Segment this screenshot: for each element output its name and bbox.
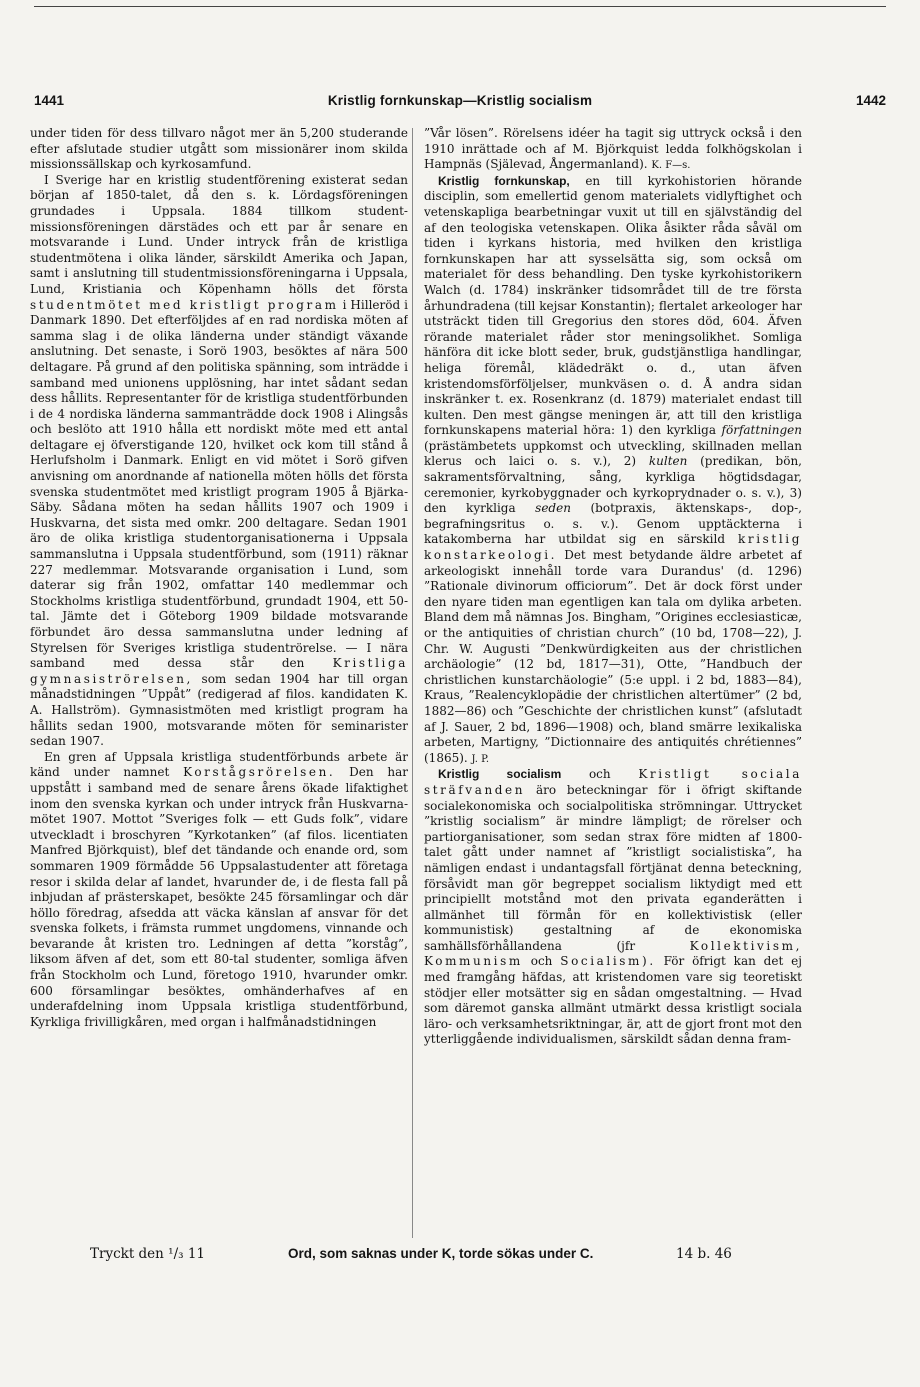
text: I Sverige har en kristlig studentförening existerat sedan början af 1850-talet, då den s. k. Lördagsföreningen grundades i Uppsala. 1884 tillkom student-missionsföreningen därstädes och ett par år senare en motsvarande i Lund. Under intryck från de kristliga studentmötena i olika länder, särskildt Amerika och Japan, samt i anslutning till studentmissionsföreningarna i Uppsala, Lund, Kristiania och Köpenhamn hölls det första (30, 172, 408, 296)
text: (botpraxis, äktenskaps-, dop-, begrafningsritus o. s. v.). Genom upptäckterna i katakomberna har utbildat sig en särskild (424, 501, 802, 547)
spaced-term: Korstågsrörelsen. (183, 765, 336, 780)
text: en till kyrkohistorien hörande disciplin, som emellertid genom materialets vidlyftighet och vetenskapliga bearbetningar vuxit ut till en självständig del af den teologiska vetenskapen. Olika åsikter råda såväl om tiden i kyrkans historia, med hvilken den kristliga fornkunskapen har att sysselsätta sig, som också om materialet för dess behandling. Den tyske kyrkohistorikern Walch (d. 1784) inskränker tidsområdet till de tre första århundradena (till kejsar Konstantin); flertalet arkeologer har utsträckt tiden till Gregorius den stores död, 604. Äfven rörande materialet råder stor meningsolikhet. Somliga hänföra dit icke blott seder, bruk, gudstjänstliga handlingar, heliga föremål, klädedräkt o. d., utan äfven kristendomsförföljelser, munkväsen o. d. Å andra sidan inskränker t. ex. Rosenkranz (d. 1879) materialet endast till kulten. Den mest gängse meningen är, att till den kristliga fornkunskapens material höra: 1) den kyrkliga (424, 173, 802, 438)
author-signature: K. F—s. (651, 160, 691, 172)
spaced-term: Kristligt sociala sträfvanden (424, 767, 802, 797)
italic-term: författningen (721, 423, 802, 438)
spaced-term: kristlig konstarkeologi. (424, 532, 802, 563)
spaced-term: Kristliga gymnasiströrelsen, (30, 656, 408, 686)
italic-term: seden (535, 501, 571, 516)
left-column (30, 126, 408, 1243)
column-divider (412, 128, 413, 1238)
entry-kristlig-fornkunskap (424, 174, 802, 768)
text: äro beteckningar för i öfrigt skiftande socialekonomiska och socialpolitiska strömningar. Uttrycket ”kristlig socialism” är mindre lämpligt; de rörelser och partiorganisationer, som sedan strax före midten af 1800-talet gått under namnet af ”kristligt socialistiska”, ha nämligen endast i undantagsfall förtjänat denna beteckning, försåvidt man gör begreppet socialism liktydigt med ett principiellt motstånd mot den privata eganderätten i allmänhet till förmån för en kollektivistisk (eller kommunistisk) gestaltning af de ekonomiska samhällsförhållandena (jfr (424, 782, 802, 953)
text: Det mest betydande äldre arbetet af arkeologiskt innehåll torde vara Durandus' (d. 1296) ”Rationale divinorum officiorum”. Det är dock först under den nyare tiden man egentligen kan tala om dylika arbeten. Bland dem må nämnas Jos. Bingham, ”Origines ecclesiasticæ, or the antiquities of christian church” (10 bd, 1708—22), J. Chr. W. Augusti ”Denkwürdigkeiten aus der christlichen archäologie” (12 bd, 1817—31), Otte, ”Handbuch der christlichen kunstarchäologie” (5:e uppl. i 2 bd, 1883—84), Kraus, ”Realencyklopädie der christlichen altertümer” (2 bd, 1882—86) och ”Geschichte der christlichen kunst” (afslutadt af J. Sauer, 2 bd, 1896—1908) och, bland smärre lexikaliska arbeten, Martigny, ”Dictionnaire des antiquités chrétiennes” (1865). (424, 548, 802, 765)
page-header (34, 93, 886, 115)
paragraph (424, 126, 802, 174)
page-footer (40, 1246, 840, 1268)
text: som sedan 1904 har till organ månadstidningen ”Uppåt” (redigerad af filos. kandidaten K. A. Hallström). Gymnasistmöten med kristligt program ha hållits sedan 1900, motsvarande möten för seminarister sedan 1907. (30, 671, 408, 749)
footer-note: Ord, som saknas under K, torde sökas under C. (288, 1246, 594, 1261)
author-signature: J. P. (471, 753, 490, 765)
entry-headword: Kristlig socialism (438, 767, 562, 782)
print-date: Tryckt den ¹/₃ 11 (90, 1246, 206, 1262)
text: och (530, 954, 553, 969)
entry-kristlig-socialism (424, 767, 802, 1048)
entry-headword: Kristlig fornkunskap, (438, 173, 570, 188)
text: (predikan, bön, sakramentsförvaltning, sång, kyrkliga högtidsdagar, ceremonier, kyrkobyggnader och kyrkoprydnader o. s. v.), 3) den kyrkliga (424, 454, 802, 516)
spaced-term: Socialism). (560, 954, 656, 969)
spaced-term: studentmötet med kristligt program (30, 297, 339, 312)
text: i Hilleröd i Danmark 1890. Det efterföljdes af en rad nordiska möten af samma slag i de olika länderna under ständigt växande anslutning. Det senaste, i Sorö 1903, besöktes af nära 500 deltagare. På grund af den politiska spänning, som inträdde i samband med unionens upplösning, har intet sådant sedan dess hållits. Representanter för de kristliga studentförbunden i de 4 nordiska länderna sammanträdde dock 1908 i Alingsås och beslöto att 1910 hålla ett nordiskt möte med ett antal deltagare ej öfverstigande 120, hvilket ock kom till stånd å Herlufsholm i Danmark. Enligt en vid mötet i Sorö gifven anvisning om anordnande af nationella möten hölls det första svenska studentmötet med kristligt program 1905 å Bjärka-Säby. Sådana möten ha sedan hållits 1907 och 1909 i Huskvarna, det sista med omkr. 200 deltagare. Sedan 1901 äro de olika kristliga studentorganisationerna i Uppsala sammanslutna i Uppsala studentförbund, som (1911) räknar 227 medlemmar. Motsvarande organisation i Lund, som daterar sig från 1902, omfattar 140 medlemmar och Stockholms kristliga studentförbund, grundadt 1904, ett 50-tal. Jämte det i Göteborg 1909 bildade motsvarande förbundet äro dessa sammanslutna under ledning af Styrelsen för Sveriges kristliga studentrörelse. — I nära samband med dessa står den (30, 297, 408, 671)
text: och (588, 767, 611, 782)
top-rule (34, 6, 886, 7)
running-title: Kristlig fornkunskap—Kristlig socialism (327, 93, 593, 108)
text: ”Vår lösen”. Rörelsens idéer ha tagit sig uttryck också i den 1910 inrättade och af M. Björkquist ledda folkhögskolan i Hampnäs (Själevad, Ångermanland). (424, 126, 802, 172)
page-number-right: 1442 (855, 93, 886, 108)
page-number-left: 1441 (34, 93, 65, 108)
italic-term: kulten (648, 454, 688, 469)
paragraph (30, 750, 408, 1031)
text: (prästämbetets uppkomst och utveckling, skillnaden mellan klerus och laici o. s. v.), 2) (424, 438, 802, 469)
right-column (424, 126, 802, 1243)
text: under tiden för dess tillvaro något mer än 5,200 studerande efter afslutade studier utgått som missionärer inom skilda missionssällskap och kyrkosamfund. (30, 126, 408, 172)
spaced-term: Kollektivism, Kommunism (424, 938, 802, 969)
text: En gren af Uppsala kristliga studentförbunds arbete är känd under namnet (30, 749, 408, 780)
text: För öfrigt kan det ej med framgång häfdas, att kristendomen vare sig teoretiskt stödjer eller motsätter sig en sådan omgestaltning. — Hvad som däremot ganska allmänt utmärkt dessa kristligt sociala läro- och verksamhetsriktningar, är, att de gjort front mot den ytterliggående individualismen, särskildt sådan denna fram- (424, 954, 802, 1047)
sheet-signature: 14 b. 46 (676, 1246, 732, 1262)
paragraph (30, 126, 408, 173)
paragraph (30, 173, 408, 750)
text: Den har uppstått i samband med de senare årens ökade lifaktighet inom den svenska kyrkan och under intryck från Huskvarna-mötet 1907. Mottot ”Sveriges folk — ett Guds folk”, vidare utveckladt i broschyren ”Kyrkotanken” (af filos. licentiaten Manfred Björkquist), blef det tändande och enande ord, som sommaren 1909 förmådde 56 Uppsalastudenter att företaga resor i skilda delar af landet, hvarunder de, i de flesta fall på inbjudan af prästerskapet, besökte 245 församlingar och där höllo föredrag, afsedda att väcka känslan af ansvar för det svenska folkets, i främsta rummet ungdomens, vinnande och bevarande åt kristen tro. Ledningen af detta ”korståg”, liksom äfven af det, som ett 80-tal studenter, somliga äfven från Stockholm och Lund, företogo 1910, hvarunder omkr. 600 församlingar besöktes, omhänderhafves af en underafdelning inom Uppsala kristliga studentförbund, Kyrkliga frivilligkåren, med organ i halfmånadstidningen (30, 765, 408, 1029)
